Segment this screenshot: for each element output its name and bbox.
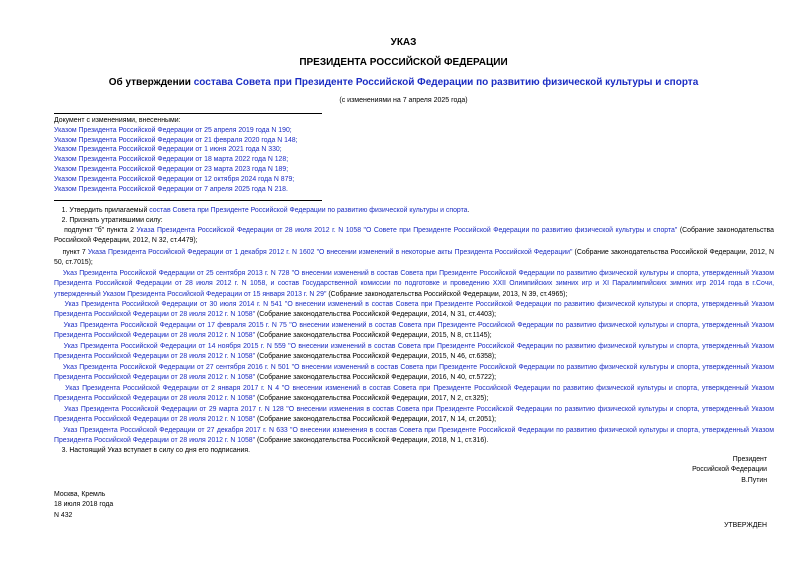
p3-end: (Собрание законодательства Российской Федерации, 2012, N 32, ст.4479); (54, 227, 774, 245)
history-item[interactable]: Указом Президента Российской Федерации от 23 марта 2023 года N 189; (54, 165, 289, 173)
paragraph-8 (54, 342, 774, 363)
p11-end: (Собрание законодательства Российской Федерации, 2017, N 14, ст.2051); (255, 416, 497, 424)
footer-block (54, 490, 113, 521)
p2-text: 2. Признать утратившими силу: (61, 217, 163, 224)
p8-link[interactable]: Указ Президента Российской Федерации от 14 ноября 2015 г. N 559 "О внесении изменений в состав Совета при Президенте Российской Федерации по развитию физической культуры и спорта, утвержденный Указом Президента Российской Федерации от 28 июля 2012 г. N 1058" (54, 343, 774, 361)
footer-date: 18 июля 2018 года (54, 501, 114, 509)
signature-title: Президент (732, 456, 767, 463)
history-item[interactable]: Указом Президента Российской Федерации от 21 февраля 2020 года N 148; (54, 136, 298, 144)
paragraph-2 (54, 216, 774, 226)
signature-name: В.Путин (741, 476, 767, 484)
p3-text: подпункт "б" пункта 2 (64, 227, 137, 234)
approved-label: УТВЕРЖДЕН (724, 522, 767, 529)
p1-link[interactable]: состав Совета при Президенте Российской Федерации по развитию физической культуры и спорта (149, 207, 468, 214)
p3-link[interactable]: Указа Президента Российской Федерации от 28 июля 2012 г. N 1058 "О Совете при Президенте Российской Федерации по развитию физической культуры и спорта" (136, 227, 678, 234)
decree-title: УКАЗ (390, 37, 417, 48)
paragraph-3 (54, 226, 774, 247)
history-item[interactable]: Указом Президента Российской Федерации от 12 октября 2024 года N 879; (54, 175, 295, 183)
paragraph-11 (54, 405, 774, 426)
p4-text: пункт 7 (62, 249, 88, 256)
p11-link[interactable]: Указ Президента Российской Федерации от 29 марта 2017 г. N 128 "О внесении изменения в состав Совета при Президенте Российской Федерации по развитию физической культуры и спорта, утвержденный Указом Президента Российской Федерации от 28 июля 2012 г. N 1058" (54, 406, 774, 424)
paragraph-4 (54, 248, 774, 269)
amend-note: (с изменениями на 7 апреля 2025 года) (339, 97, 468, 104)
p6-link[interactable]: Указ Президента Российской Федерации от 30 июля 2014 г. N 541 "О внесении изменений в состав Совета при Президенте Российской Федерации по развитию физической культуры и спорта, утвержденный Указом Президента Российской Федерации от 28 июля 2012 г. N 1058" (54, 301, 774, 319)
history-item[interactable]: Указом Президента Российской Федерации от 7 апреля 2025 года N 218. (54, 185, 288, 193)
p4-end: (Собрание законодательства Российской Федерации, 2012, N 50, ст.7015); (54, 249, 774, 267)
paragraph-12 (54, 426, 774, 447)
signature-country: Российской Федерации (692, 466, 767, 474)
history-item[interactable]: Указом Президента Российской Федерации от 1 июня 2021 года N 330; (54, 146, 282, 154)
p1-text: 1. Утвердить прилагаемый (61, 207, 150, 214)
p10-end: (Собрание законодательства Российской Федерации, 2017, N 2, ст.325); (255, 395, 489, 403)
paragraph-7 (54, 321, 774, 342)
paragraph-9 (54, 363, 774, 384)
history-top-rule (54, 113, 322, 114)
p1-end: . (467, 207, 470, 214)
decree-subtitle: ПРЕЗИДЕНТА РОССИЙСКОЙ ФЕДЕРАЦИИ (299, 57, 508, 68)
p13-text: 3. Настоящий Указ вступает в силу со дня его подписания. (61, 447, 251, 454)
p10-link[interactable]: Указ Президента Российской Федерации от 2 января 2017 г. N 4 "О внесении изменений в состав Совета при Президенте Российской Федерации по развитию физической культуры и спорта, утвержденный Указом Президента Российской Федерации от 28 июля 2012 г. N 1058" (54, 385, 774, 403)
history-item[interactable]: Указом Президента Российской Федерации от 25 апреля 2019 года N 190; (54, 126, 292, 134)
history-intro: Документ с изменениями, внесенными: (54, 117, 181, 124)
paragraph-13 (54, 446, 774, 456)
history-bottom-rule (54, 200, 322, 201)
p9-link[interactable]: Указ Президента Российской Федерации от 27 сентября 2016 г. N 501 "О внесении изменений в состав Совета при Президенте Российской Федерации по развитию физической культуры и спорта, утвержденный Указом Президента Российской Федерации от 28 июля 2012 г. N 1058" (54, 364, 774, 382)
p5-link[interactable]: Указ Президента Российской Федерации от 25 сентября 2013 г. N 728 "О внесении изменений в состав Совета при Президенте Российской Федерации по развитию физической культуры и спорта, утвержденный Указом Президента Российской Федерации от 28 июля 2012 г. N 1058, и состав Государственной комиссии по подготовке и проведению XXII Олимпийских зимних игр и XI Паралимпийских зимних игр 2014 года в г.Сочи, утвержденный Указом Президента Российской Федерации от 15 января 2013 г. N 29" (54, 270, 774, 298)
paragraph-5 (54, 269, 774, 300)
paragraph-1 (54, 206, 774, 216)
history-item[interactable]: Указом Президента Российской Федерации от 18 марта 2022 года N 128; (54, 156, 289, 164)
p9-end: (Собрание законодательства Российской Федерации, 2016, N 40, ст.5722); (255, 374, 497, 382)
signature-block (692, 455, 767, 486)
p8-end: (Собрание законодательства Российской Федерации, 2015, N 46, ст.6358); (255, 353, 497, 361)
paragraph-10 (54, 384, 774, 405)
heading-link[interactable]: состава Совета при Президенте Российской Федерации по развитию физической культуры и спорта (193, 77, 699, 88)
history-block (54, 116, 298, 194)
p7-link[interactable]: Указ Президента Российской Федерации от 17 февраля 2015 г. N 75 "О внесении изменений в состав Совета при Президенте Российской Федерации по развитию физической культуры и спорта, утвержденный Указом Президента Российской Федерации от 28 июля 2012 г. N 1058" (54, 322, 774, 340)
p6-end: (Собрание законодательства Российской Федерации, 2014, N 31, ст.4403); (255, 311, 497, 319)
footer-place: Москва, Кремль (54, 491, 106, 498)
p7-end: (Собрание законодательства Российской Федерации, 2015, N 8, ст.1145); (255, 332, 492, 340)
p12-link[interactable]: Указ Президента Российской Федерации от 27 декабря 2017 г. N 633 "О внесении изменения в состав Совета при Президенте Российской Федерации по развитию физической культуры и спорта, утвержденный Указом Президента Российской Федерации от 28 июля 2012 г. N 1058" (54, 427, 774, 445)
decree-heading (0, 77, 807, 88)
p4-link[interactable]: Указа Президента Российской Федерации от 1 декабря 2012 г. N 1602 "О внесении изменений в некоторые акты Президента Российской Федерации" (87, 249, 573, 256)
p12-end: (Собрание законодательства Российской Федерации, 2018, N 1, ст.316). (255, 437, 489, 445)
heading-prefix: Об утверждении (108, 77, 194, 88)
paragraph-6 (54, 300, 774, 321)
footer-number: N 432 (54, 511, 73, 519)
p5-end: (Собрание законодательства Российской Федерации, 2013, N 39, ст.4965); (326, 290, 568, 298)
